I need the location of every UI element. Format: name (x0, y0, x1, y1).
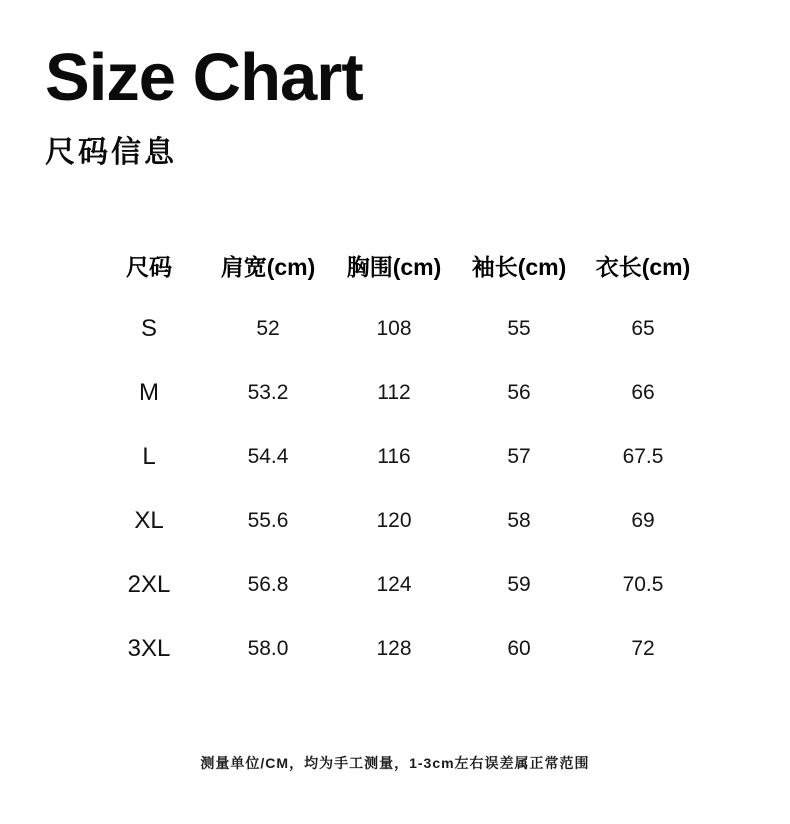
measurement-value: 60 (507, 637, 531, 660)
measurement-disclaimer: 测量单位/CM，均为手工测量，1-3cm左右误差属正常范围 (200, 755, 590, 771)
page-header (45, 40, 363, 171)
table-row-3xl (93, 617, 705, 681)
col-header-sleeve-length: 袖长(cm) (471, 253, 567, 280)
size-label: S (140, 315, 157, 342)
col-header-size: 尺码 (126, 253, 172, 280)
size-label: XL (134, 507, 164, 534)
size-label: M (139, 379, 159, 406)
measurement-value: 58 (507, 509, 531, 532)
measurement-value: 124 (376, 573, 412, 596)
measurement-value: 55 (507, 317, 531, 340)
measurement-value: 65 (631, 317, 655, 340)
measurement-value: 53.2 (247, 381, 289, 404)
table-row-s (93, 297, 705, 361)
measurement-value: 112 (377, 381, 411, 404)
measurement-value: 72 (631, 637, 655, 660)
size-label: 3XL (127, 635, 171, 662)
measurement-value: 128 (376, 637, 412, 660)
measurement-value: 58.0 (247, 637, 289, 660)
col-header-shoulder-width: 肩宽(cm) (220, 253, 316, 280)
table-header-row (93, 233, 705, 297)
measurement-value: 116 (377, 445, 411, 468)
measurement-value: 55.6 (247, 509, 289, 532)
measurement-value: 59 (507, 573, 531, 596)
measurement-value: 67.5 (622, 445, 664, 468)
table-row-2xl (93, 553, 705, 617)
size-chart-table (93, 233, 705, 681)
table-row-m (93, 361, 705, 425)
measurement-value: 66 (631, 381, 655, 404)
measurement-value: 70.5 (622, 573, 664, 596)
measurement-value: 56.8 (247, 573, 289, 596)
table-row-xl (93, 489, 705, 553)
col-header-chest: 胸围(cm) (346, 253, 442, 280)
size-label: 2XL (127, 571, 171, 598)
measurement-value: 57 (507, 445, 531, 468)
measurement-value: 69 (631, 509, 655, 532)
measurement-value: 56 (507, 381, 531, 404)
page-subtitle: 尺码信息 (45, 136, 177, 169)
size-label: L (142, 443, 156, 470)
page-title: Size Chart (45, 40, 363, 115)
col-header-garment-length: 衣长(cm) (595, 253, 691, 280)
measurement-value: 120 (376, 509, 412, 532)
measurement-value: 52 (256, 317, 280, 340)
table-row-l (93, 425, 705, 489)
measurement-value: 54.4 (247, 445, 289, 468)
measurement-value: 108 (376, 317, 412, 340)
